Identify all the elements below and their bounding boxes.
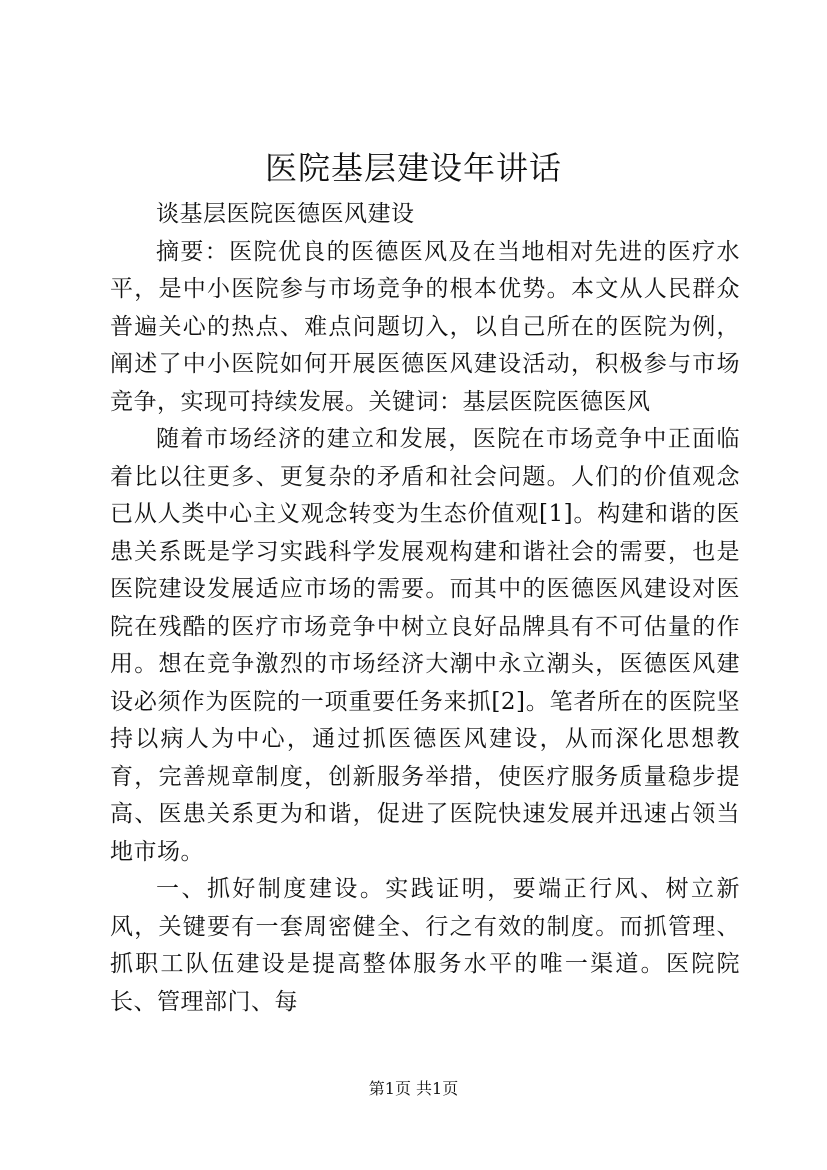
page-number-footer: 第1页 共1页 bbox=[368, 1079, 459, 1098]
document-body bbox=[110, 196, 740, 1021]
body-paragraph: 随着市场经济的建立和发展，医院在市场竞争中正面临着比以往更多、更复杂的矛盾和社会问题。人们的价值观念已从人类中心主义观念转变为生态价值观[1]。构建和谐的医患关系既是学习实践科学发展观构建和谐社会的需要，也是医院建设发展适应市场的需要。而其中的医德医风建设对医院在残酷的医疗市场竞争中树立良好品牌具有不可估量的作用。想在竞争激烈的市场经济大潮中永立潮头，医德医风建设必须作为医院的一项重要任务来抓[2]。笔者所在的医院坚持以病人为中心，通过抓医德医风建设，从而深化思想教育，完善规章制度，创新服务举措，使医疗服务质量稳步提高、医患关系更为和谐，促进了医院快速发展并迅速占领当地市场。 bbox=[110, 426, 740, 865]
document-title: 医院基层建设年讲话 bbox=[264, 149, 562, 187]
document-subtitle: 谈基层医院医德医风建设 bbox=[156, 201, 415, 227]
abstract-paragraph: 摘要：医院优良的医德医风及在当地相对先进的医疗水平，是中小医院参与市场竞争的根本优势。本文从人民群众普遍关心的热点、难点问题切入，以自己所在的医院为例，阐述了中小医院如何开展医德医风建设活动，积极参与市场竞争，实现可持续发展。关键词：基层医院医德医风 bbox=[110, 238, 740, 415]
body-paragraph: 一、抓好制度建设。实践证明，要端正行风、树立新风，关键要有一套周密健全、行之有效的制度。而抓管理、抓职工队伍建设是提高整体服务水平的唯一渠道。医院院长、管理部门、每 bbox=[110, 876, 740, 1015]
